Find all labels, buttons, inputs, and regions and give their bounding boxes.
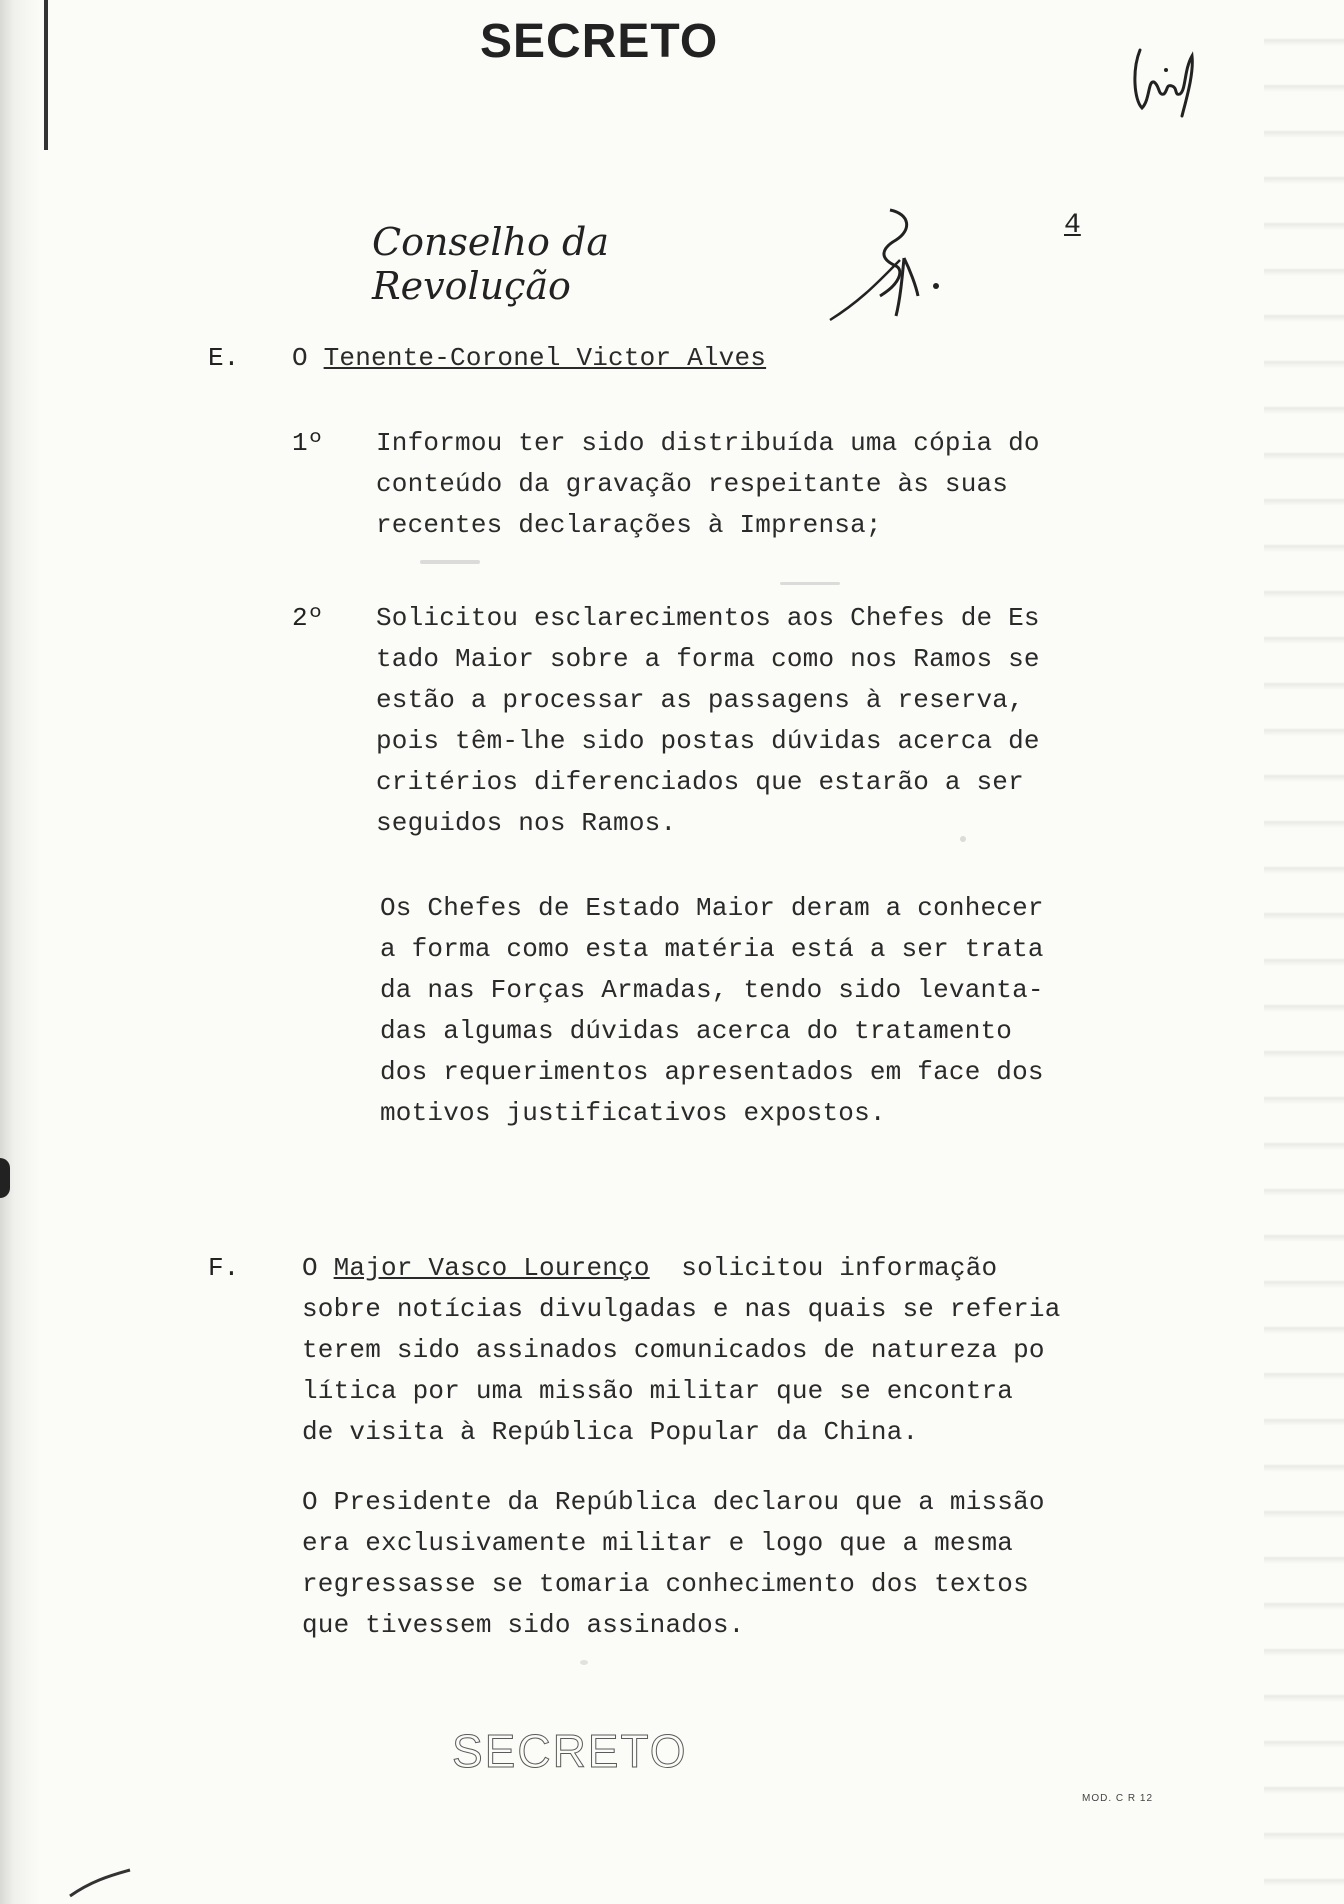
scan-speck bbox=[580, 1660, 588, 1665]
classification-stamp-bottom: SECRETO bbox=[452, 1725, 688, 1777]
section-f-heading-prefix: O bbox=[302, 1253, 334, 1283]
section-f-followup-line: O Presidente da República declarou que a missão bbox=[302, 1487, 1045, 1517]
item-2-line: tado Maior sobre a forma como nos Ramos se bbox=[376, 644, 1040, 674]
section-e-followup-line: Os Chefes de Estado Maior deram a conhecer bbox=[380, 893, 1044, 923]
form-code: MOD. C R 12 bbox=[1082, 1793, 1154, 1804]
scan-speck bbox=[780, 582, 840, 585]
scan-speck bbox=[960, 836, 966, 842]
section-e-followup-line: dos requerimentos apresentados em face dos bbox=[380, 1057, 1044, 1087]
item-2-number: 2º bbox=[292, 603, 324, 633]
section-e-followup-line: da nas Forças Armadas, tendo sido levanta- bbox=[380, 975, 1044, 1005]
item-2-line: estão a processar as passagens à reserva, bbox=[376, 685, 1024, 715]
item-1-line: recentes declarações à Imprensa; bbox=[376, 510, 882, 540]
item-2-line: pois têm-lhe sido postas dúvidas acerca de bbox=[376, 726, 1040, 756]
section-e-person: Tenente-Coronel Victor Alves bbox=[323, 343, 767, 373]
section-f-line: de visita à República Popular da China. bbox=[302, 1417, 919, 1447]
section-f-person: Major Vasco Lourenço bbox=[333, 1253, 650, 1283]
section-e-followup-line: a forma como esta matéria está a ser trata bbox=[380, 934, 1044, 964]
section-f-heading bbox=[302, 1253, 997, 1283]
scan-edge-bar bbox=[44, 0, 48, 150]
item-2-line-text: Solicitou esclarecimentos aos Chefes de Es bbox=[376, 603, 1040, 633]
item-1-line: conteúdo da gravação respeitante às suas bbox=[376, 469, 1009, 499]
initials-signature bbox=[1120, 30, 1210, 120]
scan-edge-right bbox=[1264, 0, 1344, 1904]
page-number: 4 bbox=[1064, 210, 1081, 241]
scan-mark-bottom-left bbox=[60, 1868, 140, 1898]
section-e-heading-prefix: O bbox=[292, 343, 324, 373]
scan-speck bbox=[420, 560, 480, 564]
item-2-line bbox=[376, 603, 1040, 633]
section-f-line: lítica por uma missão militar que se encontra bbox=[302, 1376, 1014, 1406]
section-f-letter: F. bbox=[208, 1253, 240, 1283]
section-e-followup-line: das algumas dúvidas acerca do tratamento bbox=[380, 1016, 1013, 1046]
item-2-line: critérios diferenciados que estarão a ser bbox=[376, 767, 1024, 797]
item-1-line: Informou ter sido distribuída uma cópia do bbox=[376, 428, 1040, 458]
item-1-number: 1º bbox=[292, 428, 324, 458]
section-f-heading-rest: solicitou informação bbox=[649, 1253, 998, 1283]
classification-stamp-top: SECRETO bbox=[480, 15, 719, 68]
section-f-followup-line: que tivessem sido assinados. bbox=[302, 1610, 745, 1640]
section-f-followup-line: regressasse se tomaria conhecimento dos textos bbox=[302, 1569, 1029, 1599]
scan-edge-left bbox=[0, 0, 56, 1904]
section-f-line: terem sido assinados comunicados de natureza po bbox=[302, 1335, 1045, 1365]
section-e-letter: E. bbox=[208, 343, 240, 373]
scan-mark-left-edge bbox=[0, 1158, 10, 1198]
section-f-line: sobre notícias divulgadas e nas quais se referia bbox=[302, 1294, 1061, 1324]
item-2-line: seguidos nos Ramos. bbox=[376, 808, 677, 838]
council-header: Conselho da Revolução bbox=[372, 220, 609, 308]
section-e-heading bbox=[292, 343, 766, 373]
section-f-followup-line: era exclusivamente militar e logo que a mesma bbox=[302, 1528, 1014, 1558]
section-e-followup-line: motivos justificativos expostos. bbox=[380, 1098, 886, 1128]
handwritten-rubric bbox=[800, 200, 950, 330]
